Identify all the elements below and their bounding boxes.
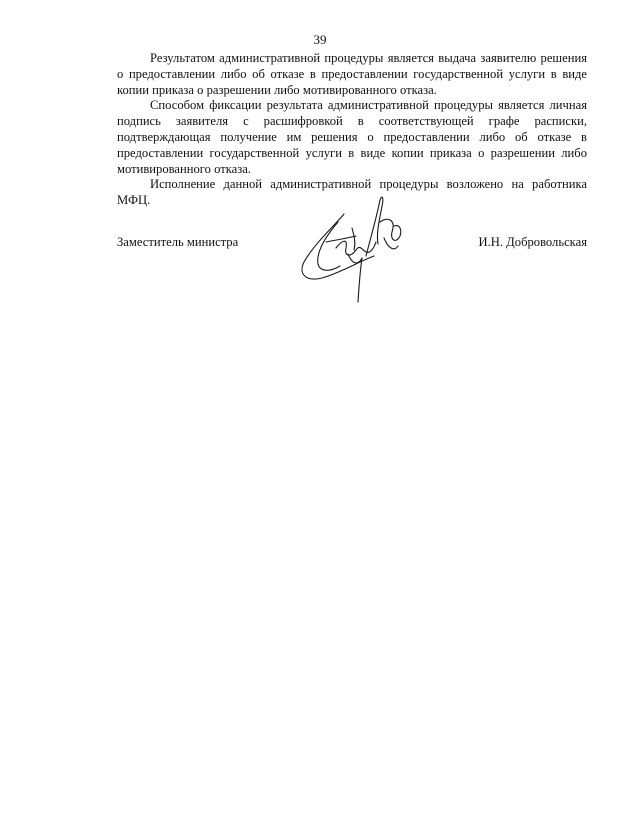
handwritten-signature xyxy=(296,192,408,304)
paragraph-result: Результатом административной процедуры является выдача заявителю решения о предоставлении либо об отказе в предоставлении государственной услуги в виде копии приказа о разрешении либо мотивированного отказа. xyxy=(117,51,587,97)
body-text xyxy=(117,51,587,209)
page-number: 39 xyxy=(313,32,327,47)
signatory-position: Заместитель министра xyxy=(117,235,239,249)
paragraph-fixation: Способом фиксации результата административной процедуры является личная подпись заявителя с расшифровкой в соответствующей графе расписки, подтверждающая получение им решения о предоставлении либо об отказе в предоставлении государственной услуги в виде копии приказа о разрешении либо мотивированного отказа. xyxy=(117,98,587,176)
paragraph-execution: Исполнение данной административной процедуры возложено на работника МФЦ. xyxy=(117,177,587,208)
signatory-name: И.Н. Добровольская xyxy=(478,235,587,249)
